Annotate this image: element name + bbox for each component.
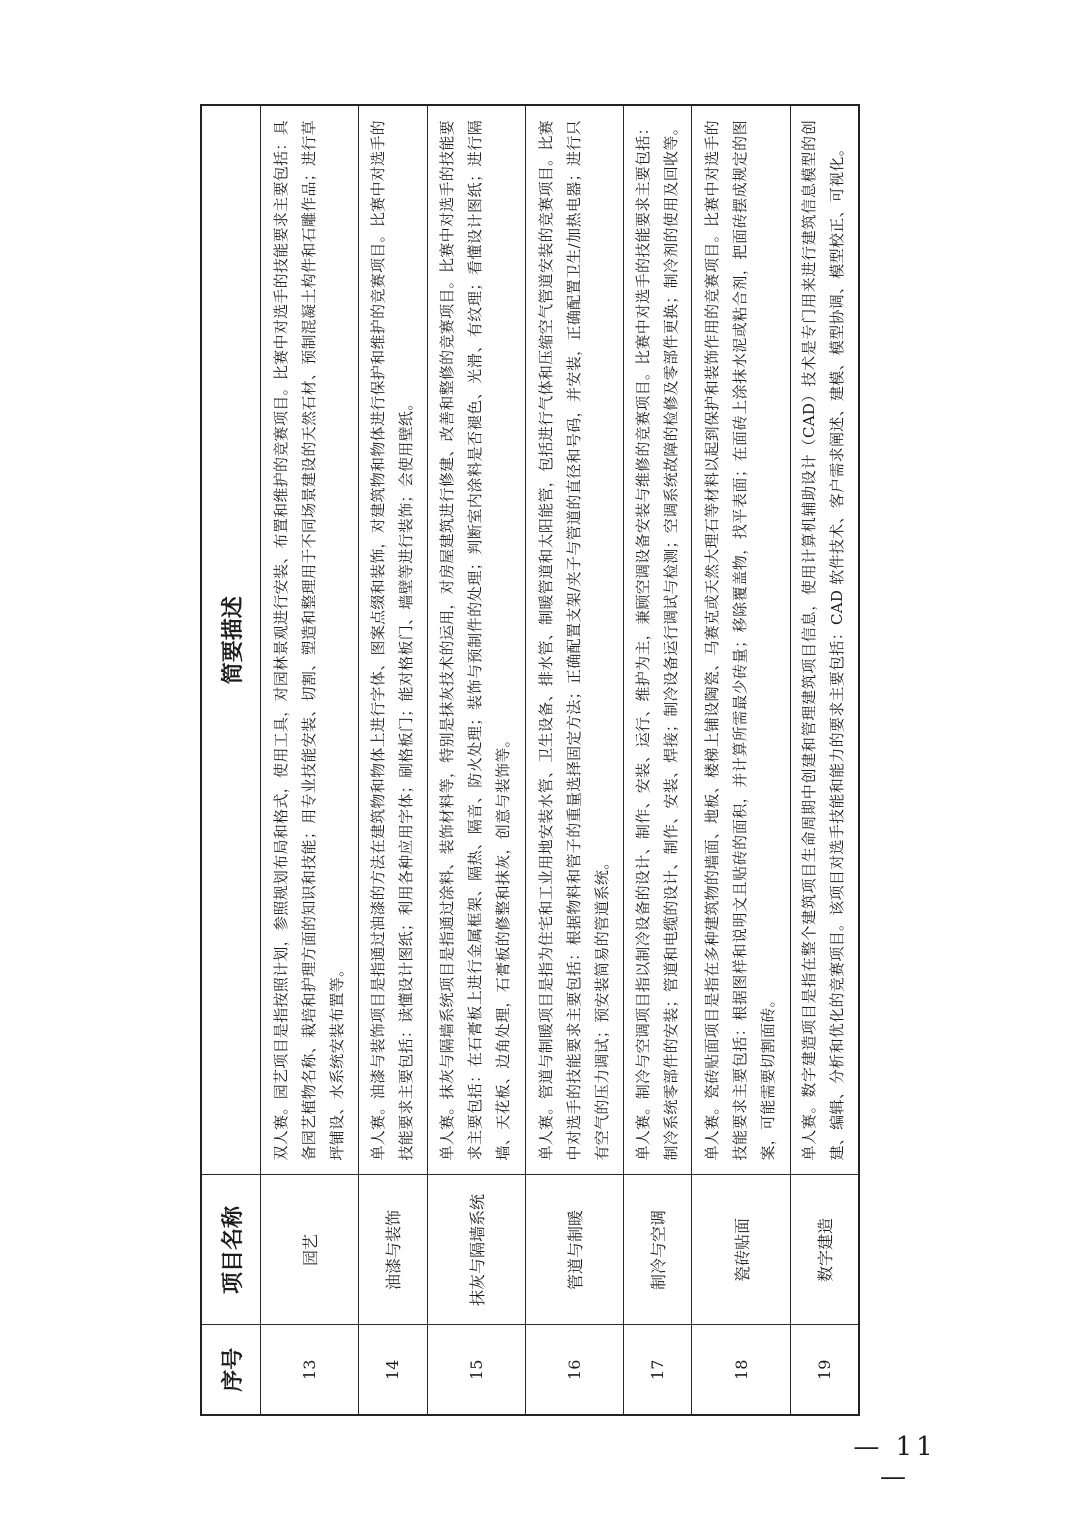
row-number: 19 <box>790 1325 859 1415</box>
table-row <box>359 105 427 1415</box>
row-description: 单人赛。瓷砖贴面项目是指在多种建筑物的墙面、地板、楼梯上铺设陶瓷、马赛克或天然大理石等材料以起到保护和装饰作用的竞赛项目。比赛中对选手的技能要求主要包括：根据图样和说明文且贴砖的面积，并计算所需最少砖量；移除覆盖物，找平表面；在面砖上涂抹水泥或粘合剂，把面砖摆成规定的图案，可能需要切割面砖。 <box>692 105 790 1175</box>
row-number: 13 <box>261 1325 359 1415</box>
row-name: 瓷砖贴面 <box>692 1175 790 1325</box>
table-header-row <box>201 105 261 1415</box>
row-description: 单人赛。油漆与装饰项目是指通过油漆的方法在建筑物和物体上进行字体、图案点缀和装饰，对建筑物和物体进行保护和维护的竞赛项目。比赛中对选手的技能要求主要包括：读懂设计图纸；利用各种应用字体；刷格板门；能对格板门、墙壁等进行装饰；会使用壁纸。 <box>359 105 427 1175</box>
row-number: 15 <box>427 1325 525 1415</box>
table-row <box>427 105 525 1415</box>
row-name: 油漆与装饰 <box>359 1175 427 1325</box>
table-row <box>692 105 790 1415</box>
row-description: 双人赛。园艺项目是指按照计划，参照规划布局和格式，使用工具，对园林景观进行安装、布置和维护的竞赛项目。比赛中对选手的技能要求主要包括：具备园艺植物名称、栽培和护理方面的知识和技能；用专业技能安装、切割、塑造和整理用于不同场景建设的天然石材、预制混凝土构件和石雕作品；进行草坪铺设、水系统安装布置等。 <box>261 105 359 1175</box>
row-description: 单人赛。抹灰与隔墙系统项目是指通过涂料、装饰材料等，特别是抹灰技术的运用，对房屋建筑进行修建、改善和整修的竞赛项目。比赛中对选手的技能要求主要包括：在石膏板上进行金属框架、隔热、隔音、防火处理；装饰与预制件的处理；判断室内涂料是否褪色、光滑、有纹理；看懂设计图纸；进行隔墙、天花板、边角处理，石膏板的修整和抹灰，创意与装饰等。 <box>427 105 525 1175</box>
row-name: 管道与制暖 <box>525 1175 623 1325</box>
row-name: 园艺 <box>261 1175 359 1325</box>
row-description: 单人赛。制冷与空调项目指以制冷设备的设计、制作、安装、运行、维护为主，兼顾空调设备安装与维修的竞赛项目。比赛中对选手的技能要求主要包括：制冷系统零部件的安装；管道和电缆的设计、制作、安装、焊接；制冷设备运行调试与检测；空调系统故障的检修及零部件更换；制冷剂的使用及回收等。 <box>624 105 692 1175</box>
row-description: 单人赛。数字建造项目是指在整个建筑项目生命周期中创建和管理建筑项目信息，使用计算机辅助设计（CAD）技术是专门用来进行建筑信息模型的创建、编辑、分析和优化的竞赛项目。该项目对选手技能和能力的要求主要包括：CAD 软件技术、客户需求阐述、建模、模型协调、模型校正、可视化。 <box>790 105 859 1175</box>
row-number: 18 <box>692 1325 790 1415</box>
header-name: 项目名称 <box>201 1175 261 1325</box>
table-row <box>790 105 859 1415</box>
header-description: 简要描述 <box>201 105 261 1175</box>
header-number: 序号 <box>201 1325 261 1415</box>
row-number: 17 <box>624 1325 692 1415</box>
table-row <box>624 105 692 1415</box>
page-number: — 11 — <box>853 1432 937 1492</box>
competition-items-table <box>200 104 860 1416</box>
competition-table-rotated <box>200 106 860 1416</box>
row-number: 16 <box>525 1325 623 1415</box>
row-name: 制冷与空调 <box>624 1175 692 1325</box>
row-description: 单人赛。管道与制暖项目是指为住宅和工业用地安装水管、卫生设备、排水管、制暖管道和太阳能管，包括进行气体和压缩空气管道安装的竞赛项目。比赛中对选手的技能要求主要包括：根据物料和管子的重量选择固定方法；正确配置支架/夹子与管道的直径和号码，并安装，正确配置卫生/加热电器；进行只有空气的压力调试；预安装简易的管道系统。 <box>525 105 623 1175</box>
row-name: 抹灰与隔墙系统 <box>427 1175 525 1325</box>
table-row <box>261 105 359 1415</box>
row-name: 数字建造 <box>790 1175 859 1325</box>
table-row <box>525 105 623 1415</box>
row-number: 14 <box>359 1325 427 1415</box>
